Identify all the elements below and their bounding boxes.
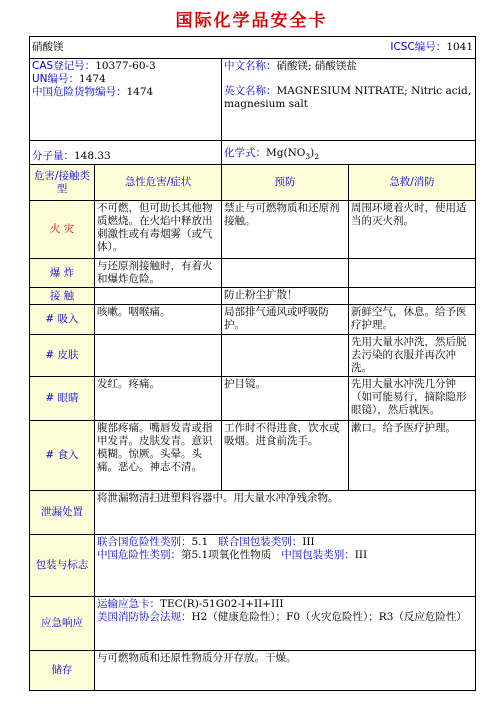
pack-cn-group-label: 中国包装类别： xyxy=(281,549,355,561)
pack-un-group-value: III xyxy=(302,536,315,548)
eyes-acute: 发红。疼痛。 xyxy=(95,377,222,421)
un-value: 1474 xyxy=(79,73,106,85)
emerg-nfpa-value: H2（健康危险性）；F0（火灾危险性）；R3（反应危险性） xyxy=(191,611,467,623)
hazard-label-eyes: # 眼睛 xyxy=(30,377,95,421)
hazard-label-ingestion: # 食入 xyxy=(30,421,95,491)
pack-cn-class-value: 第5.1项氧化性物质 xyxy=(181,549,272,561)
hazard-label-inhalation: # 吸入 xyxy=(30,305,95,335)
hazard-label-fire: 火 灾 xyxy=(30,201,95,259)
eyes-aid: 先用大量水冲洗几分钟（如可能易行，摘除隐形眼镜），然后就医。 xyxy=(349,377,476,421)
skin-acute xyxy=(95,335,222,377)
formula-label: 化学式： xyxy=(224,146,266,159)
emerg-transport-value: TEC(R)-51G02-I+II+III xyxy=(160,598,284,610)
packaging-row xyxy=(30,535,476,597)
identifier-row xyxy=(30,59,476,141)
contact-aid xyxy=(349,288,476,305)
eyes-prevention: 护目镜。 xyxy=(222,377,349,421)
storage-label: 储存 xyxy=(30,651,95,691)
pack-un-class-label: 联合国危险性类别： xyxy=(97,536,192,548)
leak-row xyxy=(30,491,476,535)
cn-number-label: 中国危险货物编号： xyxy=(32,86,127,98)
emergency-row xyxy=(30,597,476,651)
chinese-name-label: 中文名称： xyxy=(224,60,277,72)
fire-prevention: 禁止与可燃物质和还原剂接触。 xyxy=(222,201,349,259)
mw-label: 分子量： xyxy=(32,150,74,162)
storage-row xyxy=(30,651,476,691)
header-acute: 急性危害/症状 xyxy=(95,165,222,201)
hazard-label-explosion: 爆 炸 xyxy=(30,259,95,288)
chinese-name-value: 硝酸镁; 硝酸镁盐 xyxy=(276,60,357,72)
icsc-value: 1041 xyxy=(446,41,474,53)
emerg-nfpa-label: 美国消防协会法规： xyxy=(97,611,192,623)
emergency-label: 应急响应 xyxy=(30,597,95,651)
card-title: 国际化学品安全卡 xyxy=(175,11,328,31)
icsc-label: ICSC编号： xyxy=(390,41,447,53)
skin-prevention xyxy=(222,335,349,377)
contact-acute xyxy=(95,288,222,305)
ingestion-aid: 漱口。给予医疗护理。 xyxy=(349,421,476,491)
name-row xyxy=(30,37,476,59)
pack-un-class-value: 5.1 xyxy=(191,536,209,548)
packaging-label: 包装与标志 xyxy=(30,535,95,597)
hazard-header-row xyxy=(30,165,476,201)
header-prevention: 预防 xyxy=(222,165,349,201)
emerg-transport-label: 运输应急卡： xyxy=(97,598,160,610)
pack-cn-class-label: 中国危险性类别： xyxy=(97,549,181,561)
explosion-acute: 与还原剂接触时，有着火和爆炸危险。 xyxy=(95,259,222,288)
cas-value: 10377-60-3 xyxy=(95,60,156,72)
cn-number-value: 1474 xyxy=(126,86,154,98)
explosion-aid xyxy=(349,259,476,288)
hazard-label-skin: # 皮肤 xyxy=(30,335,95,377)
hazard-label-contact: 接 触 xyxy=(30,288,95,305)
english-name-label: 英文名称： xyxy=(224,85,277,97)
leak-label: 泄漏处置 xyxy=(30,491,95,535)
hazard-row-skin xyxy=(30,335,476,377)
explosion-prevention xyxy=(222,259,349,288)
substance-name: 硝酸镁 xyxy=(32,41,64,53)
safety-card-table xyxy=(29,36,476,691)
inhalation-acute: 咳嗽。咽喉痛。 xyxy=(95,305,222,335)
english-name-value: MAGNESIUM NITRATE; Nitric acid, magnesium salt xyxy=(224,85,472,110)
inhalation-prevention: 局部排气通风或呼吸防护。 xyxy=(222,305,349,335)
inhalation-aid: 新鲜空气，休息。给予医疗护理。 xyxy=(349,305,476,335)
hazard-row-inhalation xyxy=(30,305,476,335)
fire-aid: 周围环境着火时，使用适当的灭火剂。 xyxy=(349,201,476,259)
contact-prevention: 防止粉尘扩散！ xyxy=(222,288,349,305)
pack-un-group-label: 联合国包装类别： xyxy=(218,536,303,548)
un-label: UN编号： xyxy=(32,73,80,85)
leak-text: 将泄漏物清扫进塑料容器中。用大量水冲净残余物。 xyxy=(95,491,476,535)
skin-aid: 先用大量水冲洗，然后脱去污染的衣服并再次冲洗。 xyxy=(349,335,476,377)
hazard-row-ingestion xyxy=(30,421,476,491)
formula-row xyxy=(30,141,476,165)
mw-value: 148.33 xyxy=(74,150,111,162)
fire-acute: 不可燃，但可助长其他物质燃烧。在火焰中释放出刺激性或有毒烟雾（或气体）。 xyxy=(95,201,222,259)
ingestion-acute: 腹部疼痛。嘴唇发青或指甲发青。皮肤发青。意识模糊。惊厥。头晕。头痛。恶心。神志不清。 xyxy=(95,421,222,491)
header-first-aid: 急救/消防 xyxy=(349,165,476,201)
pack-cn-group-value: III xyxy=(354,549,368,561)
hazard-row-eyes xyxy=(30,377,476,421)
hazard-row-fire xyxy=(30,201,476,259)
storage-text: 与可燃物质和还原性物质分开存放。干燥。 xyxy=(95,651,476,691)
cas-label: CAS登记号： xyxy=(32,60,96,72)
hazard-row-contact xyxy=(30,288,476,305)
header-hazard-type: 危害/接触类型 xyxy=(30,165,95,201)
hazard-row-explosion xyxy=(30,259,476,288)
formula-value: $Mg(NO_3)_2$ xyxy=(266,146,320,161)
ingestion-prevention: 工作时不得进食，饮水或吸烟。进食前洗手。 xyxy=(222,421,349,491)
